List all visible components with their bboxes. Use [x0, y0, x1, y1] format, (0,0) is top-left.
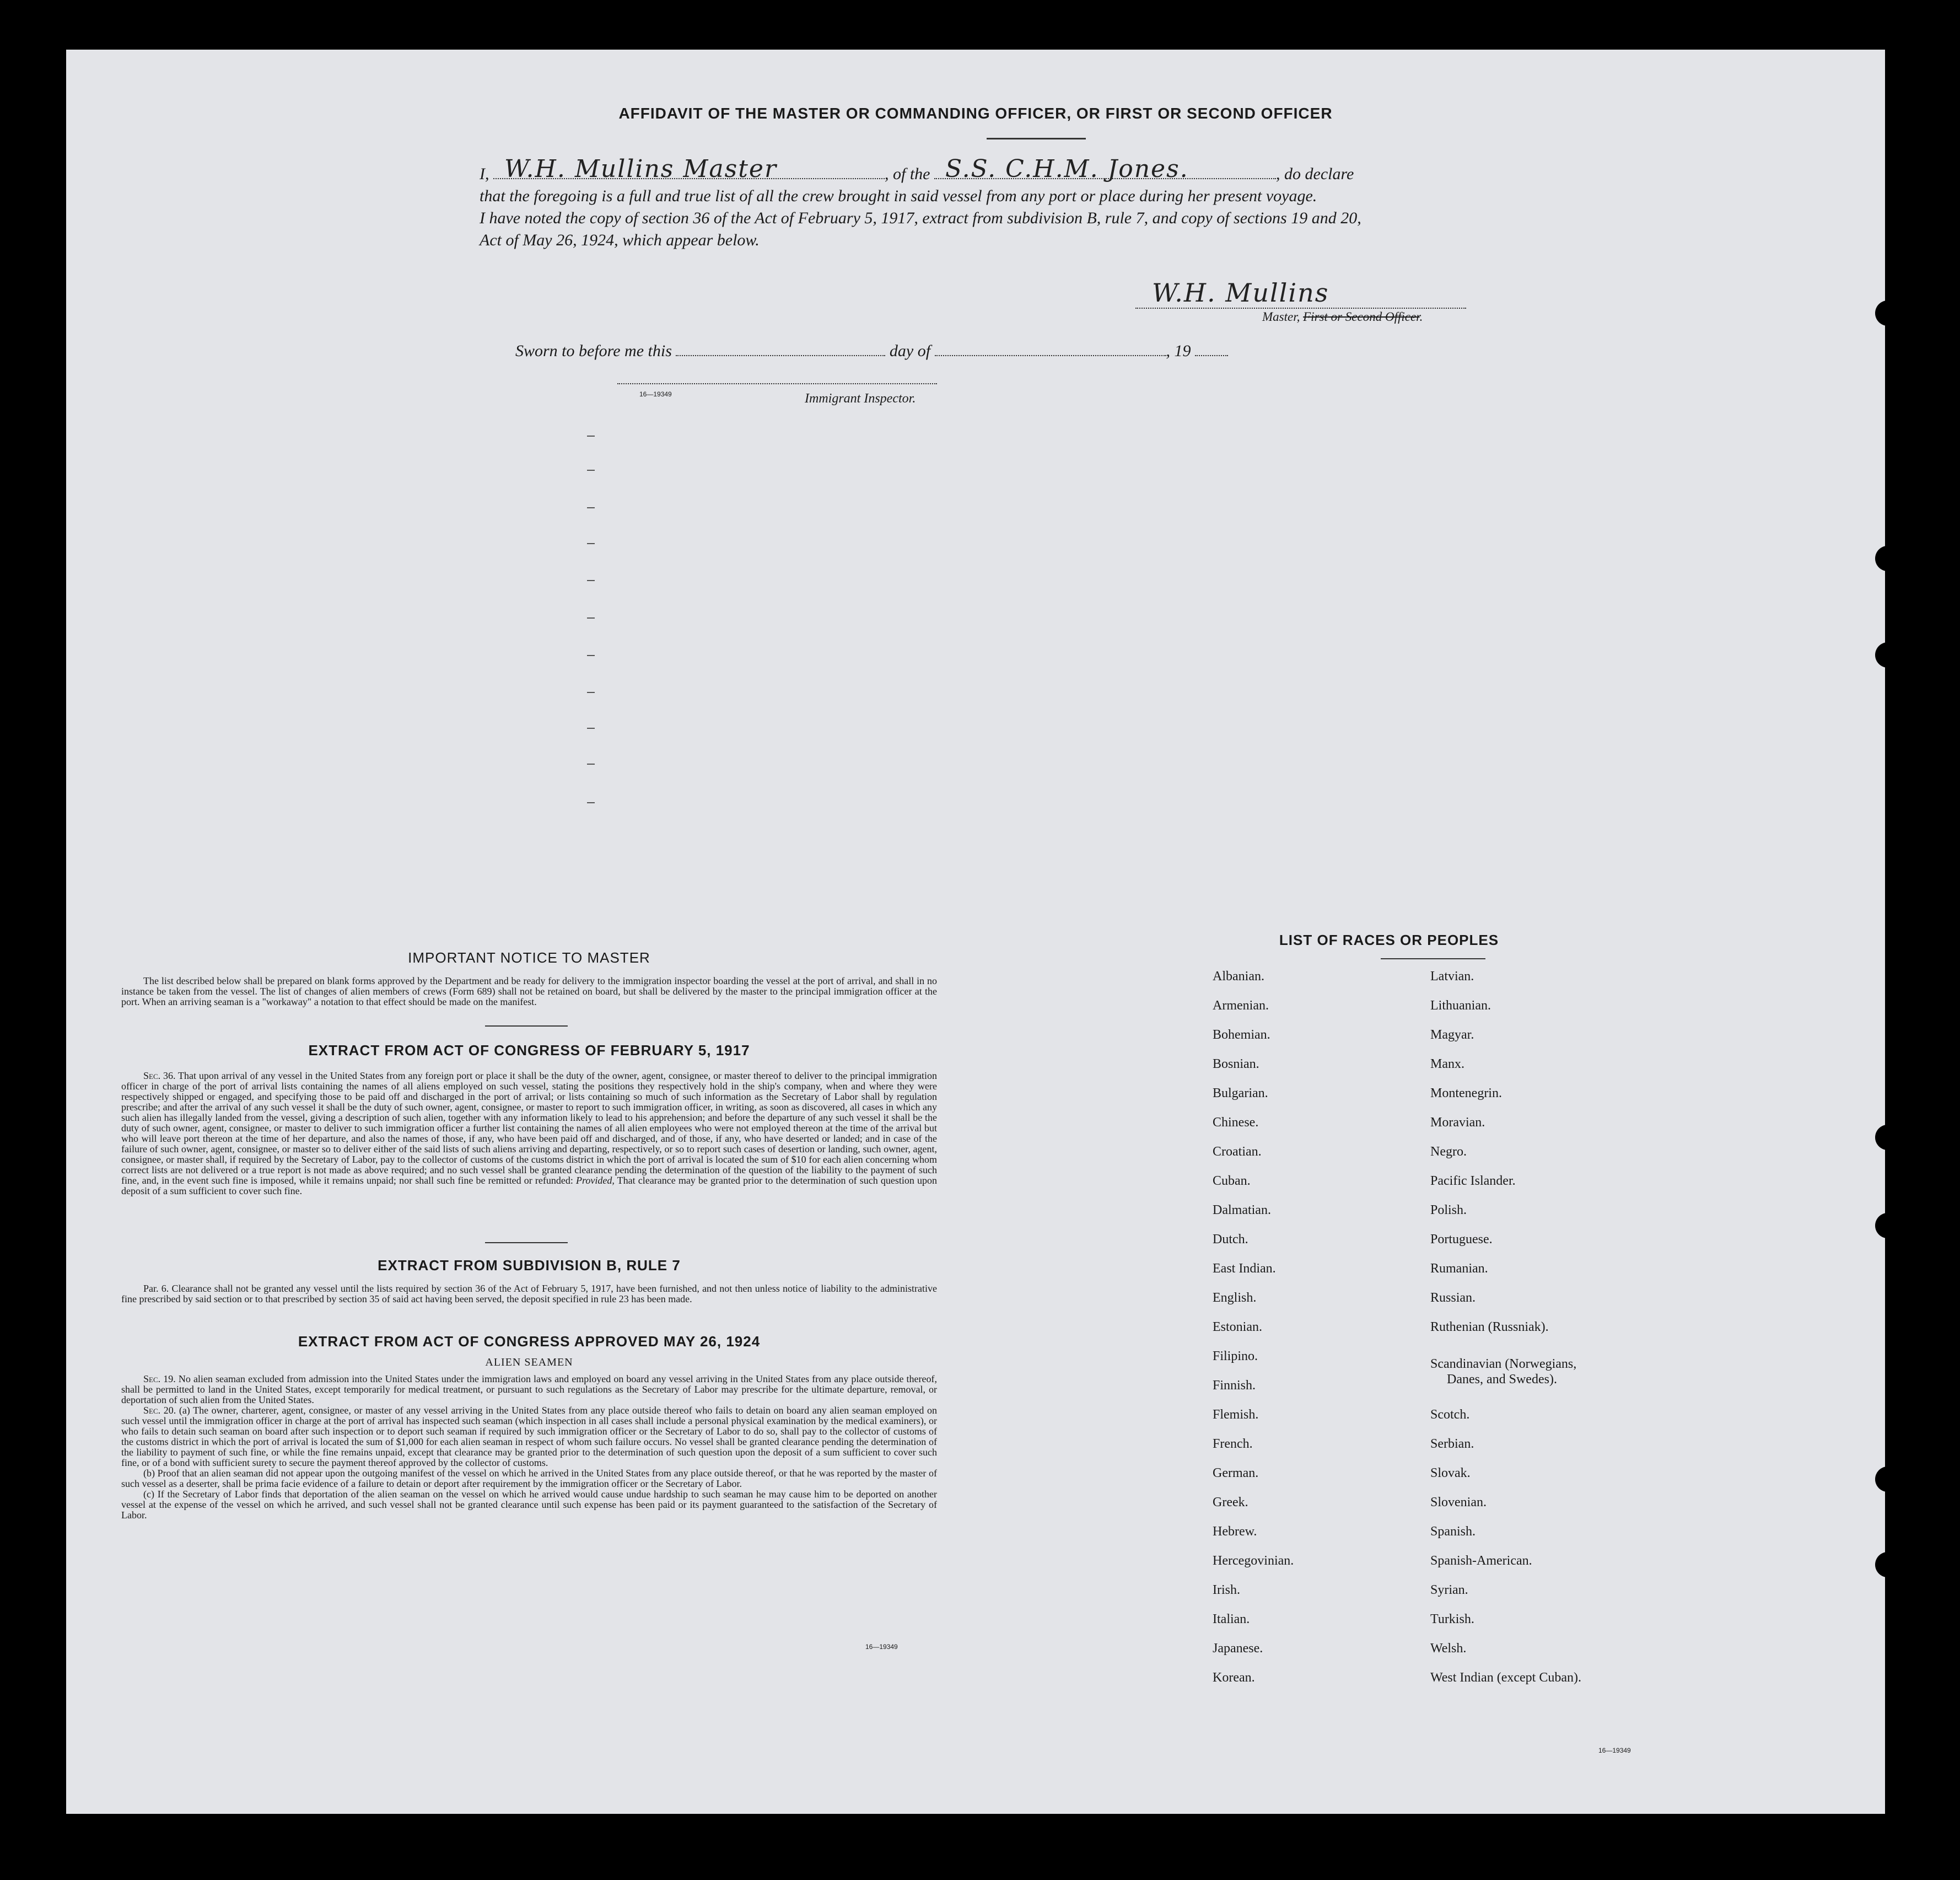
affidavit-line-3: I have noted the copy of section 36 of the Act of February 5, 1917, extract from subdivision B, rule 7, and copy of sections 19 and 20,: [480, 209, 1361, 227]
affidavit-line-2: that the foregoing is a full and true list of all the crew brought in said vessel from any port or place during her present voyage.: [480, 187, 1317, 205]
races-divider: [1381, 958, 1485, 959]
section-divider: [485, 1242, 568, 1243]
race-item: Rumanian.: [1430, 1261, 1488, 1276]
race-item: Welsh.: [1430, 1641, 1467, 1656]
race-item: Pacific Islander.: [1430, 1174, 1516, 1188]
section-36-paragraph: [121, 1071, 937, 1196]
race-item: Greek.: [1213, 1495, 1248, 1510]
race-item: Turkish.: [1430, 1612, 1474, 1626]
master-name-handwriting: W.H. Mullins Master: [504, 155, 777, 183]
race-item: Bosnian.: [1213, 1057, 1259, 1071]
race-item: Magyar.: [1430, 1028, 1474, 1042]
section-divider: [485, 1025, 568, 1027]
race-item: Bohemian.: [1213, 1028, 1270, 1042]
title-divider: [987, 138, 1086, 139]
list-dash: [587, 580, 595, 581]
race-item: Spanish.: [1430, 1524, 1476, 1539]
sworn-text: Sworn to before me this: [515, 342, 672, 360]
section-36-text-end: That clearance may be granted prior to the determination of such question upon deposit of a sum sufficient to cover such fine.: [121, 1175, 937, 1196]
race-item: Estonian.: [1213, 1320, 1262, 1334]
master-caption: Master,: [1262, 310, 1300, 324]
punch-hole: [1875, 642, 1885, 668]
section-20-label: Sec. 20.: [143, 1405, 176, 1416]
struck-officer-caption: First or Second Officer: [1303, 310, 1420, 324]
section-36-text: That upon arrival of any vessel in the United States from any foreign port or place it shall be the duty of the owner, agent, consignee, or master thereof to deliver to the principal immigration officer in charge of the port of arrival lists containing the names of all aliens employed on such vessel, stating the positions they respectively hold in the ship's company, when and where they were respectively shipped or engaged, and specifying those to be paid off and discharged in the port of arrival; or lists containing so much of such information as the Secretary of Labor shall by regulation prescribe; and after the arrival of any such vessel it shall be the duty of such owner, agent, consignee, or master to report to such immigration officer, in writing, as soon as discovered, all cases in which any such alien has illegally landed from the vessel, giving a description of such alien, together with any information likely to lead to his apprehension; and before the departure of any such vessel it shall be the duty of such owner, agent, consignee, or master to deliver to such immigration officer a further list containing the names of all alien employees who were not employed thereon at the time of the arrival but who will leave port thereon at the time of her departure, and also the names of those, if any, who have been paid off and discharged, and of those, if any, who have deserted or landed; and in case of the failure of such owner, agent, consignee, or master so to deliver either of the said lists of such aliens arriving and departing, respectively, or so to report such cases of desertion or landing, such owner, agent, consignee, or master shall, if required by the Secretary of Labor, pay to the collector of customs of the customs district in which the port of arrival is located the sum of $10 for each alien concerning whom correct lists are not delivered or a true report is not made as above required; and no such vessel shall be granted clearance pending the determination of the question of the liability to the payment of such fine, and, in the event such fine is imposed, while it remains unpaid; nor shall such fine be remitted or refunded:: [121, 1070, 937, 1186]
form-number-bottom-right: 16—19349: [1598, 1747, 1631, 1754]
sworn-line: [515, 342, 1298, 361]
signature-caption: [1262, 310, 1423, 324]
race-item: Latvian.: [1430, 969, 1474, 984]
race-item: Spanish-American.: [1430, 1554, 1532, 1568]
race-item: Scotch.: [1430, 1408, 1470, 1422]
race-item: Korean.: [1213, 1670, 1255, 1685]
sworn-month-field: [935, 345, 1166, 356]
list-dash: [587, 764, 595, 765]
intro-text: I,: [480, 165, 489, 183]
race-item: Dalmatian.: [1213, 1203, 1271, 1217]
list-dash: [587, 692, 595, 693]
race-item: English.: [1213, 1291, 1257, 1305]
year-prefix-text: , 19: [1166, 342, 1191, 360]
inspector-caption: Immigrant Inspector.: [805, 391, 916, 406]
race-item: Flemish.: [1213, 1408, 1259, 1422]
signature-line: [1135, 280, 1466, 309]
vessel-name-handwriting: S.S. C.H.M. Jones.: [945, 155, 1189, 183]
race-item: Hercegovinian.: [1213, 1554, 1294, 1568]
race-item: Albanian.: [1213, 969, 1264, 984]
race-item: Portuguese.: [1430, 1232, 1493, 1247]
list-dash: [587, 543, 595, 544]
section-20c-paragraph: (c) If the Secretary of Labor finds that deportation of the alien seaman on the vessel on which he arrived would cause undue hardship to such seaman he may cause him to be deported on another vessel at the expense of the vessel on which he arrived, and such vessel shall not be granted clearance until such expense has been paid or its payment guaranteed to the satisfaction of the Secretary of Labor.: [121, 1489, 937, 1521]
list-dash: [587, 802, 595, 803]
races-right-column: [1430, 969, 1581, 1700]
race-item: Scandinavian (Norwegians,: [1430, 1357, 1577, 1371]
extract-1924-title: EXTRACT FROM ACT OF CONGRESS APPROVED MAY 26, 1924: [298, 1333, 761, 1350]
extract-1924-text: [121, 1374, 937, 1521]
list-dash: [587, 728, 595, 729]
list-dash: [587, 617, 595, 619]
race-item: Croatian.: [1213, 1145, 1262, 1159]
form-number-top: 16—19349: [639, 390, 672, 398]
race-item: Italian.: [1213, 1612, 1250, 1626]
notice-title: IMPORTANT NOTICE TO MASTER: [408, 949, 650, 966]
section-20a-paragraph: [121, 1405, 937, 1468]
day-of-text: day of: [889, 342, 931, 360]
section-20a-text: (a) The owner, charterer, agent, consignee, or master of any vessel arriving in the United States from any place outside thereof who fails to detain on board any alien seaman employed on such vessel until the immigration officer in charge at the port of arrival has inspected such seaman (which inspection in all cases shall include a personal physical examination by the medical examiners), or who fails to detain such seaman on board after such inspection or to deport such seaman if required by such immigration officer or the Secretary of Labor to do so, shall pay to the collector of customs of the customs district in which the port of arrival is located the sum of $1,000 for each alien seaman in respect of whom such failure occurs. No vessel shall be granted clearance pending the determination of the liability to payment of such fine, or while the fine remains unpaid, except that clearance may be granted prior to the determination of such question upon the deposit of a sum sufficient to cover such fine, or of a bond with sufficient surety to secure the payment thereof approved by the collector of customs.: [121, 1405, 938, 1468]
master-name-field: [493, 155, 885, 183]
of-the-text: , of the: [885, 165, 930, 183]
race-item: Danes, and Swedes).: [1447, 1372, 1557, 1387]
sworn-day-field: [676, 345, 885, 356]
extract-1917-text: [121, 1071, 937, 1196]
alien-seamen-subtitle: ALIEN SEAMEN: [485, 1356, 573, 1368]
document-page: [66, 50, 1885, 1814]
notice-paragraph: The list described below shall be prepared on blank forms approved by the Department and be ready for delivery to the immigration inspector boarding the vessel at the port of arrival, and shall in no instance be taken from the vessel. The list of changes of alien members of crews (Form 689) shall not be retained on board, but shall be delivered by the master to the principal immigration officer at the port. When an arriving seaman is a "workaway" a notation to that effect should be made on the manifest.: [121, 975, 937, 1007]
race-item: Chinese.: [1213, 1115, 1259, 1130]
vessel-name-field: [934, 155, 1276, 183]
extract-1917-title: EXTRACT FROM ACT OF CONGRESS OF FEBRUARY 5, 1917: [308, 1042, 750, 1059]
affidavit-line-4: Act of May 26, 1924, which appear below.: [480, 231, 760, 249]
race-item: Montenegrin.: [1430, 1086, 1502, 1100]
list-dash: [587, 436, 595, 437]
race-item: Hebrew.: [1213, 1524, 1257, 1539]
section-36-label: Sec. 36.: [143, 1070, 176, 1081]
punch-hole: [1875, 1467, 1885, 1492]
race-item: Negro.: [1430, 1145, 1467, 1159]
race-item: East Indian.: [1213, 1261, 1276, 1276]
race-item: Slovenian.: [1430, 1495, 1487, 1510]
affidavit-line-1: [480, 155, 1521, 185]
punch-hole: [1875, 1125, 1885, 1150]
race-item: Lithuanian.: [1430, 998, 1491, 1013]
do-declare-text: , do declare: [1276, 165, 1354, 183]
punch-hole: [1875, 1552, 1885, 1577]
signature-handwriting: W.H. Mullins: [1152, 278, 1329, 308]
race-item: Japanese.: [1213, 1641, 1263, 1656]
subdivision-b-text: [121, 1283, 937, 1304]
affidavit-title: AFFIDAVIT OF THE MASTER OR COMMANDING OFFICER, OR FIRST OR SECOND OFFICER: [618, 105, 1333, 122]
list-dash: [587, 655, 595, 656]
section-19-text: No alien seaman excluded from admission into the United States under the immigration laws and employed on board any vessel arriving in the United States from any place outside thereof, shall be permitted to land in the United States, except temporarily for medical treatment, or pursuant to such regulations as the Secretary of Labor may prescribe for the ultimate departure, removal, or deportation of such alien from the United States.: [121, 1373, 938, 1405]
form-number-bottom-left: 16—19349: [865, 1643, 898, 1651]
race-item: Cuban.: [1213, 1174, 1251, 1188]
race-item: Finnish.: [1213, 1378, 1256, 1393]
race-item: German.: [1213, 1466, 1259, 1480]
provided-word: Provided,: [576, 1175, 615, 1186]
inspector-signature-line: [617, 383, 937, 384]
race-item: Manx.: [1430, 1057, 1464, 1071]
race-item: Irish.: [1213, 1583, 1240, 1597]
race-item: Polish.: [1430, 1203, 1467, 1217]
list-dash: [587, 507, 595, 508]
affidavit-body: [480, 155, 1521, 251]
notice-text: [121, 976, 937, 1007]
race-item: Dutch.: [1213, 1232, 1248, 1247]
race-item: Slovak.: [1430, 1466, 1471, 1480]
races-title: LIST OF RACES OR PEOPLES: [1279, 932, 1499, 948]
subdivision-b-title: EXTRACT FROM SUBDIVISION B, RULE 7: [378, 1257, 681, 1274]
section-19-paragraph: [121, 1374, 937, 1405]
punch-hole: [1875, 1213, 1885, 1238]
sworn-year-field: [1195, 345, 1228, 356]
race-item: Armenian.: [1213, 998, 1269, 1013]
punch-hole: [1875, 546, 1885, 571]
race-item: West Indian (except Cuban).: [1430, 1670, 1581, 1685]
race-item: Bulgarian.: [1213, 1086, 1268, 1100]
caption-period: .: [1419, 310, 1423, 324]
race-item: Russian.: [1430, 1291, 1476, 1305]
race-item: Syrian.: [1430, 1583, 1468, 1597]
race-item: Serbian.: [1430, 1437, 1474, 1451]
subdivision-b-paragraph: Par. 6. Clearance shall not be granted any vessel until the lists required by section 36 of the Act of February 5, 1917, have been furnished, and not then unless notice of liability to the administrative fine prescribed by said section or to that prescribed by section 35 of said act having been served, the deposit specified in rule 23 has been made.: [121, 1283, 937, 1304]
section-19-label: Sec. 19.: [143, 1373, 176, 1384]
section-20b-paragraph: (b) Proof that an alien seaman did not appear upon the outgoing manifest of the vessel on which he arrived in the United States from any place outside thereof, or that he was reported by the master of such vessel as a deserter, shall be prima facie evidence of a failure to detain or deport after requirement by the immigration officer or the Secretary of Labor.: [121, 1468, 937, 1489]
races-left-column: [1213, 969, 1294, 1700]
list-dash: [587, 470, 595, 471]
race-item: Moravian.: [1430, 1115, 1485, 1130]
race-item: French.: [1213, 1437, 1253, 1451]
race-item: Ruthenian (Russniak).: [1430, 1320, 1549, 1334]
race-item: Filipino.: [1213, 1349, 1258, 1363]
punch-hole: [1875, 300, 1885, 326]
